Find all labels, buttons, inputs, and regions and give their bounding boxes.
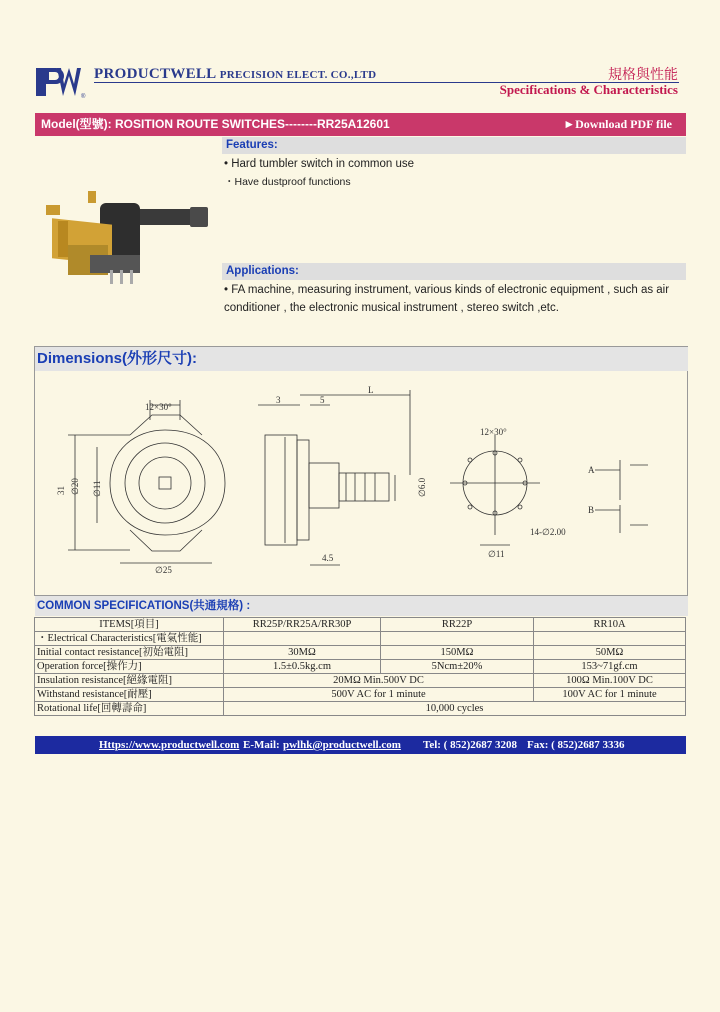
feature-item: • Hard tumbler switch in common use: [224, 158, 415, 170]
company-brand: PRODUCTWELL: [94, 66, 216, 82]
dimensions-heading: Dimensions(外形尺寸):: [35, 347, 688, 371]
company-name: [94, 66, 376, 83]
dim-hole-label: 14-∅2.00: [530, 527, 566, 537]
table-cell: Rotational life[回轉壽命]: [35, 702, 224, 716]
table-cell: 30MΩ: [224, 646, 381, 660]
table-header-cell: RR22P: [381, 618, 534, 632]
table-row: [35, 702, 686, 716]
specifications-table: [34, 617, 686, 716]
dimension-drawing: [40, 375, 680, 590]
applications-line: conditioner , the electronic musical instrument , stereo switch ,etc.: [224, 302, 559, 314]
table-row: [35, 646, 686, 660]
table-cell: 50MΩ: [534, 646, 686, 660]
circuit-B-label: B: [588, 505, 595, 515]
company-suffix: PRECISION ELECT. CO.,LTD: [219, 69, 377, 81]
dim-angle2-label: 12×30°: [480, 427, 507, 437]
circuit-A-label: A: [588, 465, 595, 475]
table-row: [35, 660, 686, 674]
table-cell: 100V AC for 1 minute: [534, 688, 686, 702]
table-header-cell: ITEMS[項目]: [35, 618, 224, 632]
table-header-row: [35, 618, 686, 632]
table-cell: [224, 632, 381, 646]
model-bar: [35, 113, 686, 136]
table-cell: [534, 632, 686, 646]
website-link[interactable]: Https://www.productwell.com: [99, 739, 240, 751]
dim-w3-label: 3: [276, 395, 281, 405]
email-label: E-Mail:: [243, 739, 280, 751]
table-row: [35, 674, 686, 688]
table-row: [35, 632, 686, 646]
applications-heading: Applications:: [222, 263, 686, 280]
logo-registered-mark: ®: [81, 94, 86, 99]
table-cell: Operation force[操作力]: [35, 660, 224, 674]
dim-h31-label: 31: [56, 486, 66, 495]
dim-angle-label: 12×30°: [145, 402, 172, 412]
table-cell: [381, 632, 534, 646]
table-cell: 5Ncm±20%: [381, 660, 534, 674]
table-header-cell: RR25P/RR25A/RR30P: [224, 618, 381, 632]
table-cell: 150MΩ: [381, 646, 534, 660]
table-cell: 10,000 cycles: [224, 702, 686, 716]
dim-w45-label: 4.5: [322, 553, 334, 563]
dim-d25-label: ∅25: [155, 565, 172, 575]
email-link[interactable]: pwlhk@productwell.com: [283, 739, 401, 751]
circuit-diagram: [595, 460, 648, 533]
side-view: [258, 390, 410, 565]
table-cell: 100Ω Min.100V DC: [534, 674, 686, 688]
electrical-section-label: ・Electrical Characteristics[電氣性能]: [35, 632, 224, 646]
table-cell: Initial contact resistance[初始電阻]: [35, 646, 224, 660]
dim-d20-label: ∅20: [70, 478, 80, 495]
dim-w5-label: 5: [320, 395, 325, 405]
chinese-title: 規格與性能: [608, 67, 678, 83]
page-subtitle: Specifications & Characteristics: [499, 82, 678, 97]
telephone: Tel: ( 852)2687 3208: [423, 739, 518, 751]
hole-pattern: [450, 435, 540, 545]
dim-d6-label: ∅6.0: [417, 477, 427, 497]
dim-d11b-label: ∅11: [488, 549, 505, 559]
feature-item: ・Have dustproof functions: [224, 176, 351, 188]
company-logo: [35, 65, 89, 99]
table-row: [35, 688, 686, 702]
table-cell: 20MΩ Min.500V DC: [224, 674, 534, 688]
table-cell: Insulation resistance[絕緣電阻]: [35, 674, 224, 688]
features-heading: Features:: [222, 137, 686, 154]
specifications-heading: COMMON SPECIFICATIONS(共通規格) :: [35, 596, 688, 616]
table-cell: Withstand resistance[耐壓]: [35, 688, 224, 702]
footer-bar: [35, 736, 686, 754]
dim-L-label: L: [368, 385, 374, 395]
download-pdf-link[interactable]: ►Download PDF file: [563, 117, 672, 131]
model-label: Model(型號): ROSITION ROUTE SWITCHES--------RR25A12601: [41, 117, 390, 131]
dim-d11-label: ∅11: [92, 480, 102, 497]
table-cell: 1.5±0.5kg.cm: [224, 660, 381, 674]
product-photo: [40, 185, 215, 290]
table-cell: 153~71gf.cm: [534, 660, 686, 674]
fax: Fax: ( 852)2687 3336: [527, 739, 625, 751]
table-header-cell: RR10A: [534, 618, 686, 632]
applications-line: • FA machine, measuring instrument, various kinds of electronic equipment , such as air: [224, 284, 670, 296]
table-cell: 500V AC for 1 minute: [224, 688, 534, 702]
